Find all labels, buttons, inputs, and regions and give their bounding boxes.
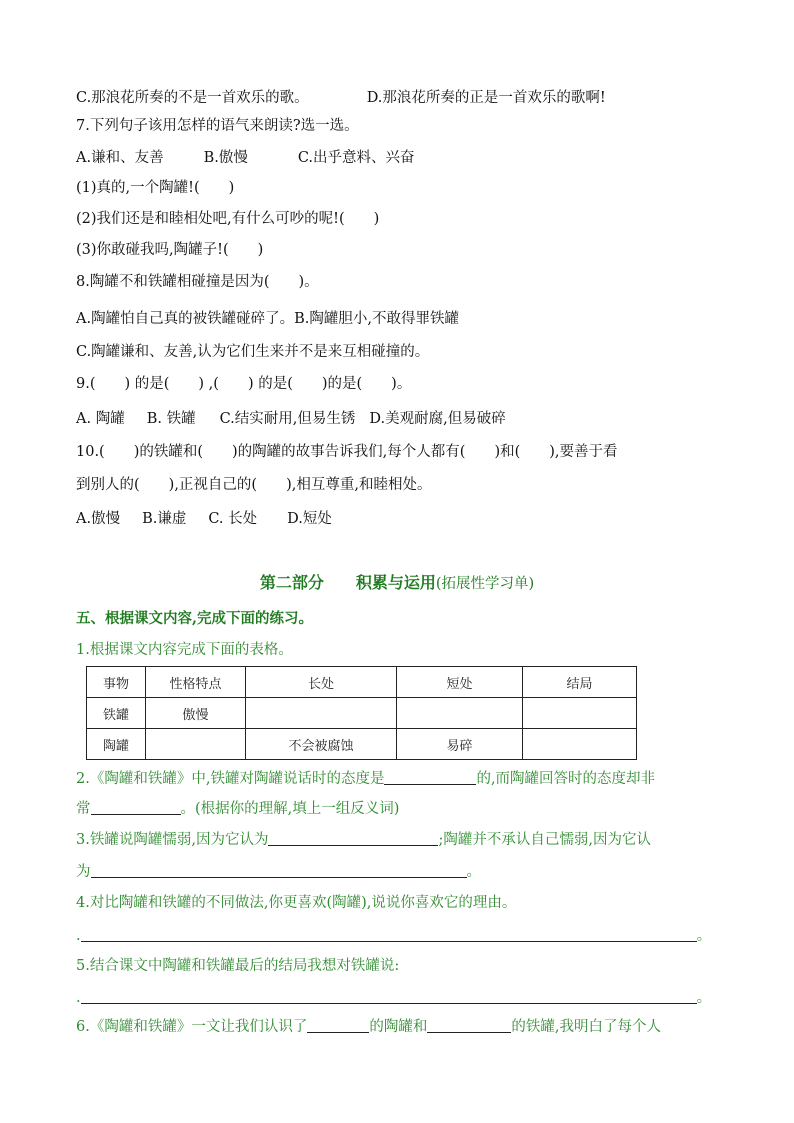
q4-end: 。 (696, 928, 712, 944)
table-cell[interactable] (146, 729, 246, 760)
q3-blank-2[interactable] (91, 863, 467, 878)
q6-text-b: 的陶罐和 (369, 1019, 428, 1035)
q3-text-b: ;陶罐并不承认自己懦弱,因为它认 (438, 832, 651, 848)
q7-item-3[interactable]: (3)你敢碰我吗,陶罐子!( ) (76, 242, 264, 258)
q6-text-c: 的铁罐,我明白了每个人 (511, 1019, 661, 1035)
q8-options-line1[interactable]: A.陶罐怕自己真的被铁罐碰碎了。B.陶罐胆小,不敢得罪铁罐 (76, 311, 459, 327)
q6-blank-2[interactable] (427, 1018, 511, 1033)
q10-option-a[interactable]: A.傲慢 (76, 511, 121, 527)
part2-q3-line2 (76, 862, 481, 882)
part2-title-sub: (拓展性学习单) (435, 576, 535, 592)
q3-text-c: 为 (76, 864, 91, 880)
table-cell[interactable] (397, 698, 523, 729)
part2-q1-stem: 1.根据课文内容完成下面的表格。 (76, 642, 293, 658)
q8-options-line2[interactable]: C.陶罐谦和、友善,认为它们生来并不是来互相碰撞的。 (76, 344, 430, 360)
part2-q4-answer (76, 926, 711, 946)
q2-text-a: 2.《陶罐和铁罐》中,铁罐对陶罐说话时的态度是 (76, 771, 385, 787)
traits-table (86, 666, 637, 760)
q9-options (76, 409, 506, 429)
table-cell: 铁罐 (87, 698, 146, 729)
q10-option-d[interactable]: D.短处 (287, 511, 332, 527)
part2-q4-stem: 4.对比陶罐和铁罐的不同做法,你更喜欢(陶罐),说说你喜欢它的理由。 (76, 895, 517, 911)
part2-q3-line1 (76, 830, 651, 850)
q10-line2: 到别人的( ),正视自己的( ),相互尊重,和睦相处。 (76, 477, 432, 493)
table-row (87, 729, 637, 760)
q9-option-a[interactable]: A. 陶罐 (76, 411, 125, 427)
table-row (87, 698, 637, 729)
q6-option-d[interactable]: D.那浪花所奏的正是一首欢乐的歌啊! (366, 90, 606, 106)
q3-blank-1[interactable] (268, 831, 438, 846)
q10-options (76, 509, 332, 529)
table-cell[interactable] (523, 698, 637, 729)
q2-blank-2[interactable] (91, 800, 181, 815)
table-cell[interactable] (523, 729, 637, 760)
part2-q5-answer (76, 988, 711, 1008)
table-header-cell: 结局 (523, 667, 637, 698)
q7-item-2[interactable]: (2)我们还是和睦相处吧,有什么可吵的呢!( ) (76, 211, 380, 227)
part2-q2-line1 (76, 769, 655, 789)
table-cell: 易碎 (397, 729, 523, 760)
q8-stem: 8.陶罐不和铁罐相碰撞是因为( )。 (76, 274, 319, 290)
table-header-cell: 性格特点 (146, 667, 246, 698)
part2-q2-line2 (76, 799, 399, 819)
q5-end: 。 (696, 990, 712, 1006)
q7-stem: 7.下列句子该用怎样的语气来朗读?选一选。 (76, 118, 359, 134)
q10-option-b[interactable]: B.谦虚 (142, 511, 187, 527)
table-cell: 傲慢 (146, 698, 246, 729)
q9-option-d[interactable]: D.美观耐腐,但易破碎 (369, 411, 506, 427)
table-cell[interactable] (246, 698, 397, 729)
q2-blank-1[interactable] (384, 770, 476, 785)
q6-blank-1[interactable] (307, 1018, 369, 1033)
q7-item-1[interactable]: (1)真的,一个陶罐!( ) (76, 180, 235, 196)
q2-text-b: 的,而陶罐回答时的态度却非 (476, 771, 656, 787)
section5-heading: 五、根据课文内容,完成下面的练习。 (76, 610, 314, 627)
table-cell: 陶罐 (87, 729, 146, 760)
q7-options (76, 148, 415, 168)
q2-text-d: 。(根据你的理解,填上一组反义词) (180, 801, 400, 817)
q6-options-line (76, 88, 606, 108)
part2-title (0, 570, 794, 593)
q4-answer-blank[interactable] (81, 927, 697, 942)
part2-title-main: 第二部分 积累与运用 (259, 573, 436, 592)
part2-q5-stem: 5.结合课文中陶罐和铁罐最后的结局我想对铁罐说: (76, 958, 400, 974)
q3-text-d: 。 (466, 864, 481, 880)
q10-line1: 10.( )的铁罐和( )的陶罐的故事告诉我们,每个人都有( )和( ),要善于看 (76, 444, 618, 460)
table-cell: 不会被腐蚀 (246, 729, 397, 760)
table-header-row (87, 667, 637, 698)
q7-option-b[interactable]: B.傲慢 (203, 150, 248, 166)
table-header-cell: 长处 (246, 667, 397, 698)
part2-q6-line (76, 1017, 661, 1037)
q3-text-a: 3.铁罐说陶罐懦弱,因为它认为 (76, 832, 269, 848)
q2-text-c: 常 (76, 801, 91, 817)
q9-stem: 9.( ) 的是( ) ,( ) 的是( )的是( )。 (76, 376, 412, 392)
q5-prefix: . (76, 990, 81, 1006)
q10-option-c[interactable]: C. 长处 (208, 511, 258, 527)
q6-text-a: 6.《陶罐和铁罐》一文让我们认识了 (76, 1019, 308, 1035)
q7-option-a[interactable]: A.谦和、友善 (76, 150, 164, 166)
q6-option-c[interactable]: C.那浪花所奏的不是一首欢乐的歌。 (76, 90, 309, 106)
table-header-cell: 短处 (397, 667, 523, 698)
table-header-cell: 事物 (87, 667, 146, 698)
q9-option-b[interactable]: B. 铁罐 (146, 411, 196, 427)
q9-option-c[interactable]: C.结实耐用,但易生锈 (219, 411, 356, 427)
q5-answer-blank[interactable] (81, 989, 697, 1004)
q7-option-c[interactable]: C.出乎意料、兴奋 (297, 150, 415, 166)
q4-prefix: . (76, 928, 81, 944)
